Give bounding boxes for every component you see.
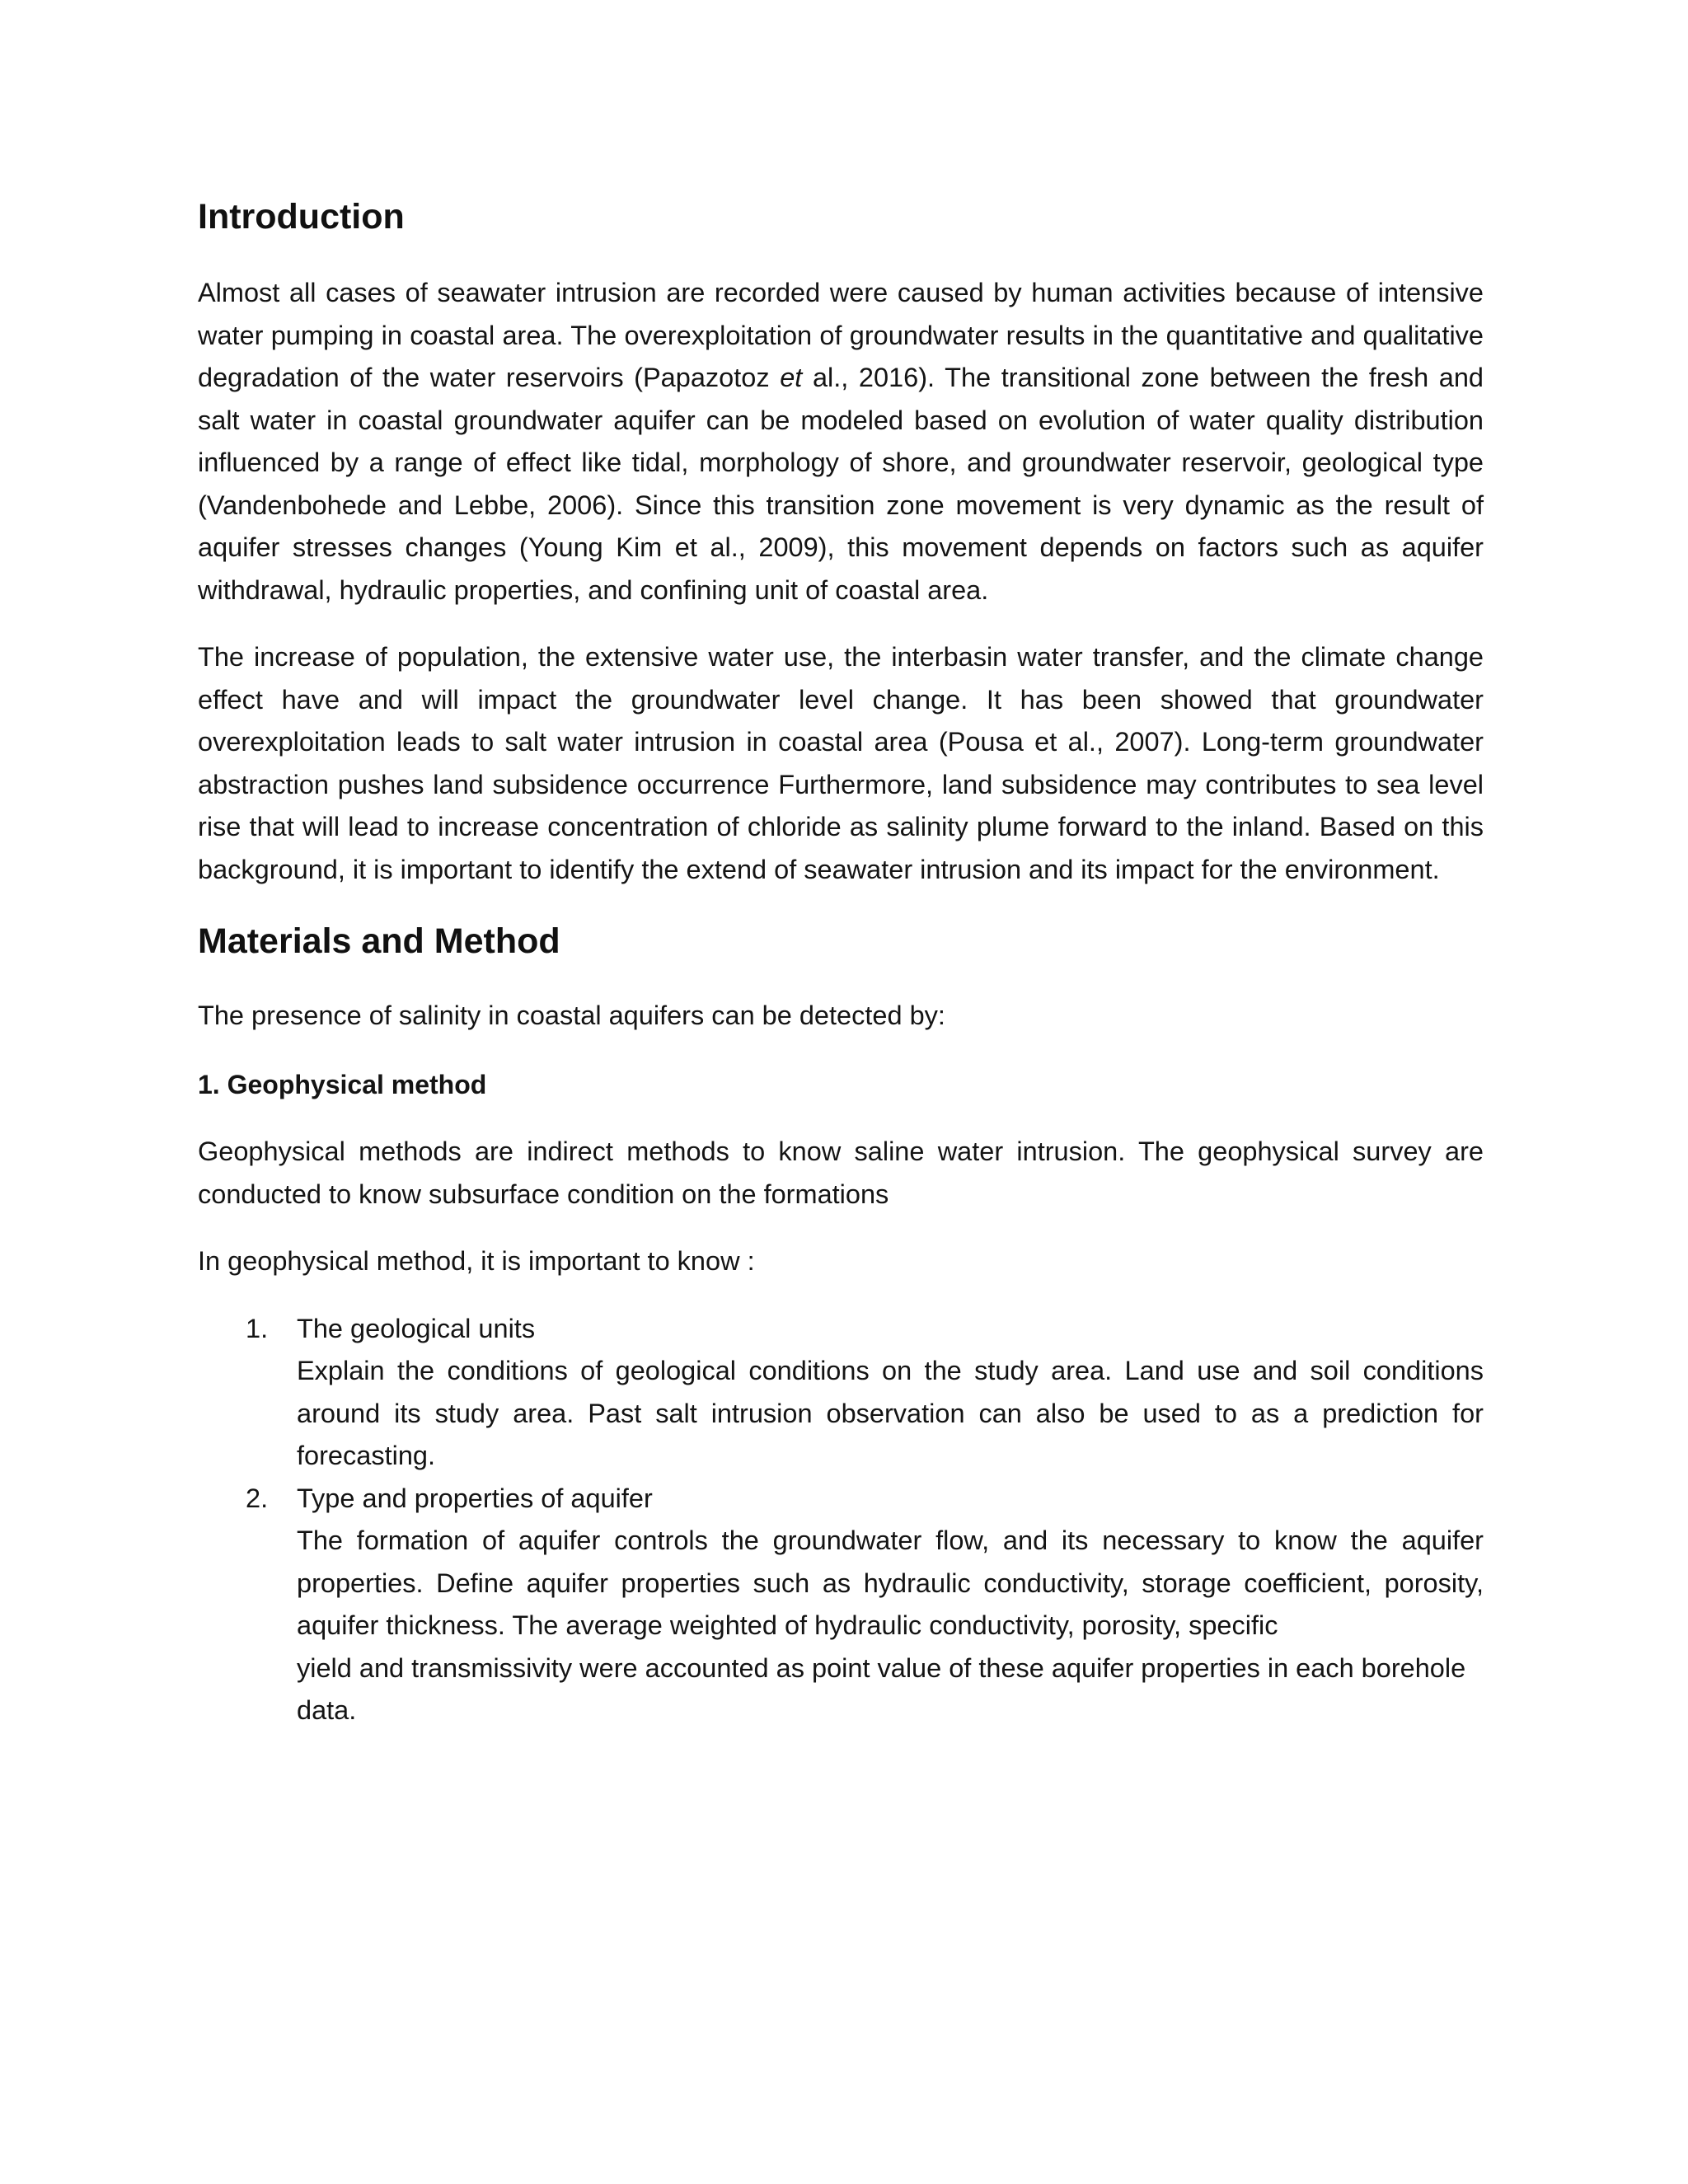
intro-p1-text-b: al., 2016). The transitional zone between the fresh and salt water in coastal groundwater aquifer can be modeled based on evolution of water quality distribution influenced by a range of effect like tidal, morphology of shore, and groundwater reservoir, geological type (Vandenbohede and Lebbe, 2006). Since this transition zone movement is very dynamic as the result of aquifer stresses changes (Young Kim et al., 2009), this movement depends on factors such as aquifer withdrawal, hydraulic properties, and confining unit of coastal area. [198, 363, 1484, 605]
introduction-heading: Introduction [198, 197, 405, 237]
introduction-paragraph-1 [198, 272, 1484, 612]
geophysical-subheading: 1. Geophysical method [198, 1069, 487, 1099]
document-body [198, 194, 1484, 1732]
list-item-title: The geological units [297, 1313, 536, 1343]
list-number: 2. [246, 1483, 269, 1513]
list-number: 1. [246, 1313, 269, 1343]
intro-p1-text-a: Almost all cases of seawater intrusion are recorded were caused by human activities because of intensive water pumping in coastal area. The overexploitation of groundwater results in the quantitative and qualitative degradation of the water reservoirs (Papazotoz [198, 278, 1484, 392]
materials-method-heading: Materials and Method [198, 921, 560, 961]
geophysical-know-line: In geophysical method, it is important to know : [198, 1246, 755, 1276]
list-item [198, 1308, 1484, 1478]
list-item-body: The formation of aquifer controls the groundwater flow, and its necessary to know the aquifer properties. Define aquifer properties such as hydraulic conductivity, storage coefficient, porosity, aquifer thickness. The average weighted of hydraulic conductivity, porosity, specific [297, 1526, 1484, 1640]
geophysical-paragraph: Geophysical methods are indirect methods to know saline water intrusion. The geophysical survey are conducted to know subsurface condition on the formations [198, 1137, 1484, 1209]
intro-p1-italic: et [780, 363, 803, 392]
list-item-body: Explain the conditions of geological conditions on the study area. Land use and soil conditions around its study area. Past salt intrusion observation can also be used to as a prediction for forecasting. [297, 1356, 1484, 1470]
list-item-body-tail: yield and transmissivity were accounted as point value of these aquifer properties in each borehole data. [297, 1652, 1466, 1725]
list-item [198, 1478, 1484, 1732]
list-item-title: Type and properties of aquifer [297, 1483, 653, 1513]
introduction-paragraph-2: The increase of population, the extensive water use, the interbasin water transfer, and the climate change effect have and will impact the groundwater level change. It has been showed that groundwater overexploitation leads to salt water intrusion in coastal area (Pousa et al., 2007). Long-term groundwater abstraction pushes land subsidence occurrence Furthermore, land subsidence may contributes to sea level rise that will lead to increase concentration of chloride as salinity plume forward to the inland. Based on this background, it is important to identify the extend of seawater intrusion and its impact for the environment. [198, 642, 1484, 884]
numbered-list [198, 1308, 1484, 1732]
materials-intro: The presence of salinity in coastal aquifers can be detected by: [198, 1001, 945, 1030]
